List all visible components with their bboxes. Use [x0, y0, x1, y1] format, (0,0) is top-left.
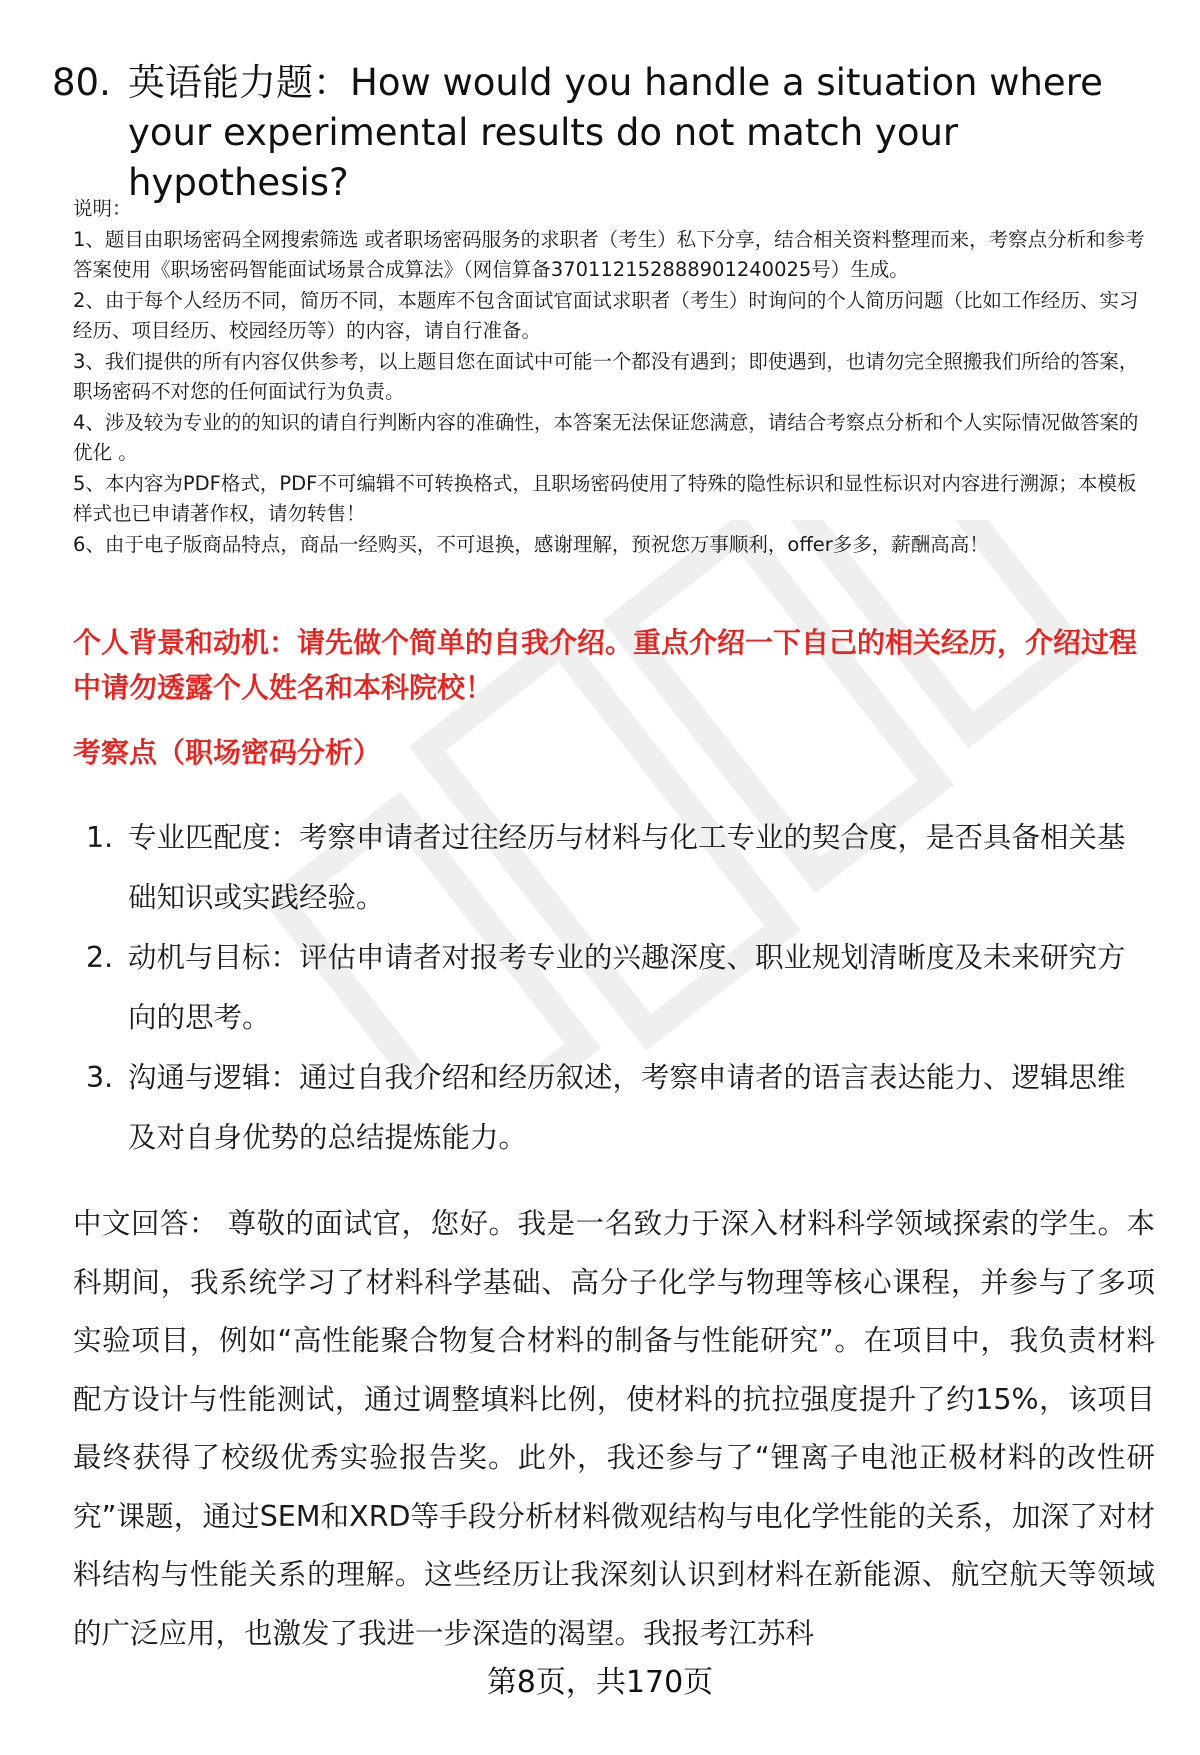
notes-heading: 说明：	[73, 197, 132, 220]
note-item: 3、我们提供的所有内容仅供参考，以上题目您在面试中可能一个都没有遇到；即使遇到，也请勿完全照搬我们所给的答案，职场密码不对您的任何面试行为负责。	[73, 349, 1139, 403]
point-text: 沟通与逻辑：通过自我介绍和经历叙述，考察申请者的语言表达能力、逻辑思维及对自身优势的总结提炼能力。	[128, 1061, 1126, 1154]
analysis-title: 考察点（职场密码分析）	[73, 736, 382, 769]
answer-label: 中文回答：	[73, 1207, 218, 1240]
note-item: 1、题目由职场密码全网搜索筛选 或者职场密码服务的求职者（考生）私下分享，结合相关资料整理而来，考察点分析和参考答案使用《职场密码智能面试场景合成算法》（网信算备370112152888901240025号）生成。	[73, 227, 1145, 281]
interview-question-heading: 个人背景和动机：请先做个简单的自我介绍。重点介绍一下自己的相关经历，介绍过程中请勿透露个人姓名和本科院校！	[73, 626, 1138, 704]
analysis-point	[73, 1048, 1153, 1168]
answer-section	[73, 1195, 1155, 1663]
note-item: 5、本内容为PDF格式，PDF不可编辑不可转换格式，且职场密码使用了特殊的隐性标识和显性标识对内容进行溯源；本模板样式也已申请著作权，请勿转售！	[73, 471, 1137, 525]
analysis-point	[73, 808, 1153, 928]
analysis-points	[73, 808, 1153, 1168]
point-text: 动机与目标：评估申请者对报考专业的兴趣深度、职业规划清晰度及未来研究方向的思考。	[128, 941, 1126, 1034]
note-item: 4、涉及较为专业的的知识的请自行判断内容的准确性，本答案无法保证您满意，请结合考察点分析和个人实际情况做答案的优化 。	[73, 410, 1139, 464]
point-number: 2.	[86, 941, 114, 974]
answer-text: 尊敬的面试官，您好。我是一名致力于深入材料科学领域探索的学生。本科期间，我系统学习了材料科学基础、高分子化学与物理等核心课程，并参与了多项实验项目，例如“高性能聚合物复合材料的制备与性能研究”。在项目中，我负责材料配方设计与性能测试，通过调整填料比例，使材料的抗拉强度提升了约15%，该项目最终获得了校级优秀实验报告奖。此外，我还参与了“锂离子电池正极材料的改性研究”课题，通过SEM和XRD等手段分析材料微观结构与电化学性能的关系，加深了对材料结构与性能关系的理解。这些经历让我深刻认识到材料在新能源、航空航天等领域的广泛应用，也激发了我进一步深造的渴望。我报考江苏科	[73, 1207, 1155, 1650]
point-number: 3.	[86, 1061, 114, 1094]
question-number: 80.	[52, 61, 111, 104]
analysis-point	[73, 928, 1153, 1048]
note-item: 2、由于每个人经历不同，简历不同，本题库不包含面试官面试求职者（考生）时询问的个人简历问题（比如工作经历、实习经历、项目经历、校园经历等）的内容，请自行准备。	[73, 288, 1139, 342]
question-text: 英语能力题：How would you handle a situation where your experimental results do not match your hypothesis?	[128, 61, 1103, 204]
question-title	[52, 58, 1152, 208]
notes-section	[73, 194, 1153, 560]
note-item: 6、由于电子版商品特点，商品一经购买，不可退换，感谢理解，预祝您万事顺利，offer多多，薪酬高高！	[73, 532, 989, 556]
page-footer: 第8页，共170页	[486, 1665, 714, 1700]
point-text: 专业匹配度：考察申请者过往经历与材料与化工专业的契合度，是否具备相关基础知识或实践经验。	[128, 821, 1126, 914]
point-number: 1.	[86, 821, 114, 854]
